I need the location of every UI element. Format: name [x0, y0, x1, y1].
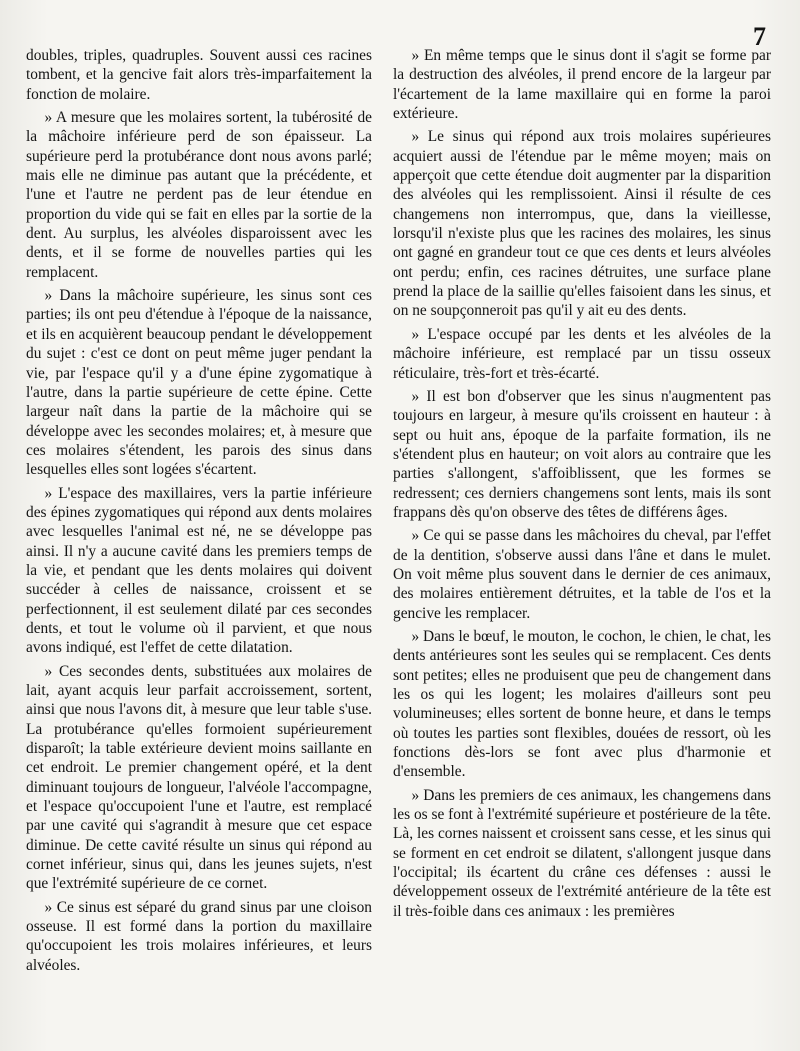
- right-text-column: [393, 46, 771, 921]
- paragraph: » L'espace occupé par les dents et les alvéoles de la mâchoire inférieure, est remplacé par un tissu osseux réticulaire, très-fort et très-écarté.: [393, 325, 771, 382]
- paragraph: » Le sinus qui répond aux trois molaires supérieures acquiert aussi de l'étendue par le même moyen; mais on apperçoit que cette étendue doit augmenter par la disparition des alvéoles qui les remplissoient. Ainsi il résulte de ces changemens non interrompus, que, dans la vieillesse, lorsqu'il n'existe plus que les racines des molaires, les sinus ont gagné en grandeur tout ce que ces dents et leurs alvéoles ont perdu; enfin, ces racines détruites, une surface plane prend la place de la saillie qu'elles faisoient dans les sinus, et on ne soupçonneroit pas qu'il y ait eu des dents.: [393, 128, 771, 320]
- paragraph: » Ce sinus est séparé du grand sinus par une cloison osseuse. Il est formé dans la portion du maxillaire qu'occupoient les trois molaires inférieures, et leurs alvéoles.: [26, 898, 372, 974]
- paragraph: » Ce qui se passe dans les mâchoires du cheval, par l'effet de la dentition, s'observe aussi dans l'âne et dans le mulet. On voit même plus souvent dans le dernier de ces animaux, des molaires entièrement détruites, et la table de l'os et la gencive les remplacer.: [393, 527, 771, 622]
- page-number: 7: [753, 22, 766, 51]
- paragraph: » Dans les premiers de ces animaux, les changemens dans les os se font à l'extrémité supérieure et postérieure de la tête. Là, les cornes naissent et croissent sans cesse, et les sinus qui se forment en cet endroit se dilatent, s'allongent jusque dans l'occipital; ils écartent du crâne ces défenses : aussi le développement osseux de l'extrémité antérieure de la tête est il très-foible dans ces animaux : les premières: [393, 786, 771, 920]
- paragraph: » Il est bon d'observer que les sinus n'augmentent pas toujours en largeur, à mesure qu'ils croissent en hauteur : à sept ou huit ans, époque de la parfaite formation, ils ne s'étendent plus en hauteur; on voit alors au contraire que les parties s'allongent, s'affoiblissent, que les formes se redressent; ces derniers changemens sont lents, mais ils sont frappans dès qu'on observe des têtes de différens âges.: [393, 387, 771, 521]
- paragraph: » A mesure que les molaires sortent, la tubérosité de la mâchoire inférieure perd de son épaisseur. La supérieure perd la protubérance dont nous avons parlé; mais elle ne diminue pas autant que la précédente, et l'une et l'autre ne perdent pas de leur étendue en proportion du vide qui se fait en elles par la sortie de la dent. Au surplus, les alvéoles disparoissent avec les dents, et il se forme de nouvelles parties qui les remplacent.: [26, 109, 372, 281]
- paragraph: doubles, triples, quadruples. Souvent aussi ces racines tombent, et la gencive fait alors très-imparfaitement la fonction de molaire.: [26, 47, 372, 103]
- paragraph: » En même temps que le sinus dont il s'agit se forme par la destruction des alvéoles, il prend encore de la largeur par l'écartement de la lame maxillaire qui en forme la paroi extérieure.: [393, 47, 771, 123]
- paragraph: » Dans le bœuf, le mouton, le cochon, le chien, le chat, les dents antérieures sont les seules qui se remplacent. Ces dents sont petites; elles ne produisent que peu de changement dans les os qui les logent; les molaires d'ailleurs sont peu volumineuses; elles sortent de bonne heure, et dans le temps où toutes les parties sont flexibles, douées de ressort, où les fonctions dès-lors se font avec plus d'harmonie et d'ensemble.: [393, 627, 771, 781]
- left-text-column: [26, 46, 372, 975]
- paragraph: » L'espace des maxillaires, vers la partie inférieure des épines zygomatiques qui répond aux dents molaires avec lesquelles l'animal est né, ne se développe pas ainsi. Il n'y a aucune cavité dans les premiers temps de la vie, et pendant que les dents molaires qui doivent succéder à celles de naissance, croissent et se perfectionnent, il est seulement dilaté par ces secondes dents, et tout le volume où il parvient, et que nous avons indiqué, est l'effet de cette dilatation.: [26, 484, 372, 657]
- paragraph: » Dans la mâchoire supérieure, les sinus sont ces parties; ils ont peu d'étendue à l'époque de la naissance, et ils en acquièrent beaucoup pendant le développement du sujet : c'est ce dont on peut même juger pendant la vie, par l'espace qu'il y a d'une épine zygomatique à l'autre, dans la partie supérieure de cette épine. Cette largeur naît dans la partie de la mâchoire qui se développe avec les secondes molaires; et, à mesure que ces molaires s'étendent, les parois des sinus dans lesquelles elles sont logées s'écartent.: [26, 287, 372, 479]
- paragraph: » Ces secondes dents, substituées aux molaires de lait, ayant acquis leur parfait accroissement, sortent, ainsi que nous l'avons dit, à mesure que leur table s'use. La protubérance qu'elles formoient supérieurement disparoît; la table extérieure devient moins saillante en cet endroit. Le premier changement opéré, et la dent diminuant toujours de longueur, l'alvéole l'accompagne, et l'espace qu'occupoient l'une et l'autre, est remplacé par une cavité qui s'agrandit à mesure que cet espace diminue. De cette cavité résulte un sinus qui répond au cornet inférieur, sinus qui, dans les jeunes sujets, n'est que l'extrémité supérieure de ce cornet.: [26, 662, 372, 893]
